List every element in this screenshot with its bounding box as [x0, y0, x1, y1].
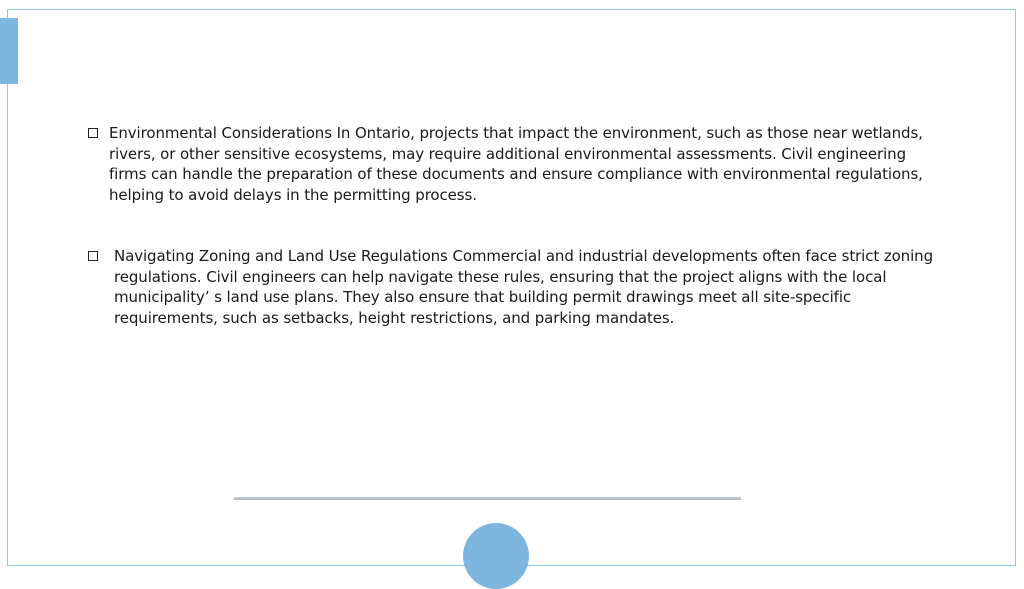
- bullet-text: Environmental Considerations In Ontario, projects that impact the environment, such as those near wetlands, rivers, or other sensitive ecosystems, may require additional environmental assessments. Civil engineering firms can handle the preparation of these documents and ensure compliance with environmental regulations, helping to avoid delays in the permitting process.: [109, 124, 923, 204]
- divider-line: [234, 497, 741, 500]
- bullet-item-zoning: [88, 246, 943, 328]
- circle-decoration: [463, 523, 529, 589]
- square-bullet-icon: [88, 128, 98, 138]
- bullet-text: Navigating Zoning and Land Use Regulations Commercial and industrial developments often face strict zoning regulations. Civil engineers can help navigate these rules, ensuring that the project aligns with the local municipality’ s land use plans. They also ensure that building permit drawings meet all site-specific requirements, such as setbacks, height restrictions, and parking mandates.: [114, 247, 933, 327]
- bullet-item-environmental: [88, 123, 938, 205]
- accent-bar: [0, 18, 18, 84]
- square-bullet-icon: [88, 251, 98, 261]
